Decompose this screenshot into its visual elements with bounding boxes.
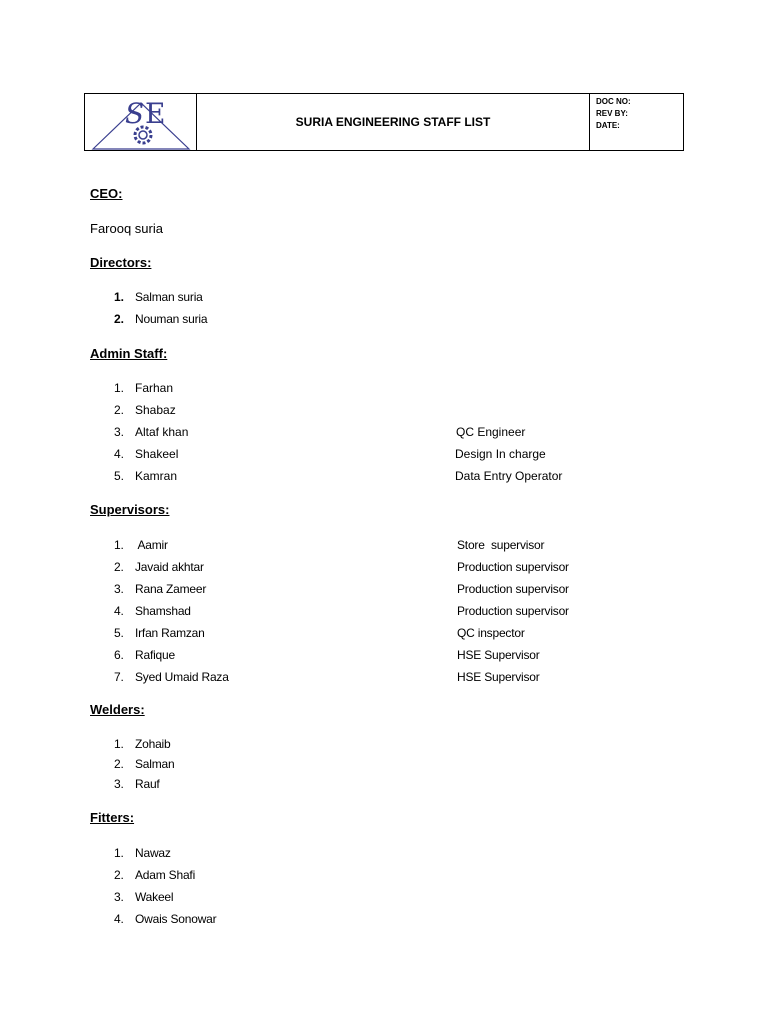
item-number: 1. [114,381,125,395]
item-name: Farhan [135,381,174,395]
item-number: 5. [114,469,125,483]
logo-cell [85,94,197,150]
item-role: QC Engineer [456,425,526,439]
company-logo [89,95,193,151]
item-number: 3. [114,582,124,596]
item-name: Rana Zameer [135,582,207,596]
date-label: DATE: [596,121,620,130]
welders-heading: Welders: [90,702,145,717]
item-number: 5. [114,626,124,640]
item-number: 6. [114,648,124,662]
item-number: 1. [114,737,124,751]
item-name: Rafique [135,648,175,662]
item-name: Syed Umaid Raza [135,670,229,684]
item-number: 3. [114,777,124,791]
document-meta [590,94,683,150]
item-number: 7. [114,670,124,684]
item-role: Production supervisor [457,560,569,574]
item-name: Salman suria [135,290,203,304]
directors-heading: Directors: [90,255,152,270]
item-name: Zohaib [135,737,171,751]
item-number: 1. [114,290,125,304]
item-name: Shakeel [135,447,179,461]
svg-text:S: S [125,97,145,130]
item-number: 4. [114,912,124,926]
admin-heading: Admin Staff: [90,346,168,361]
svg-text:E: E [145,97,166,130]
item-role: Design In charge [455,447,546,461]
item-name: Adam Shafi [135,868,196,882]
item-name: Altaf khan [135,425,189,439]
item-number: 3. [114,890,124,904]
item-role: HSE Supervisor [457,670,540,684]
item-role: Data Entry Operator [455,469,563,483]
fitters-heading: Fitters: [90,810,135,825]
item-role: Store supervisor [457,538,545,552]
item-number: 2. [114,757,124,771]
item-name: Shamshad [135,604,191,618]
item-name: Shabaz [135,403,176,417]
doc-no-label: DOC NO: [596,97,631,106]
item-name: Rauf [135,777,160,791]
supervisors-heading: Supervisors: [90,502,170,517]
item-role: Production supervisor [457,582,569,596]
item-number: 2. [114,403,125,417]
item-name: Kamran [135,469,178,483]
item-name: Nouman suria [135,312,208,326]
item-number: 2. [114,312,125,326]
item-name: Wakeel [135,890,174,904]
item-name: Nawaz [135,846,171,860]
document-header [84,93,684,151]
item-number: 2. [114,868,124,882]
item-name: Javaid akhtar [135,560,204,574]
item-number: 4. [114,604,124,618]
item-number: 1. [114,538,124,552]
item-number: 1. [114,846,124,860]
item-number: 4. [114,447,125,461]
document-title: SURIA ENGINEERING STAFF LIST [197,94,590,150]
rev-by-label: REV BY: [596,109,628,118]
item-role: HSE Supervisor [457,648,540,662]
item-role: QC inspector [457,626,525,640]
item-name: Aamir [135,538,168,552]
ceo-name: Farooq suria [90,221,163,236]
ceo-heading: CEO: [90,186,123,201]
item-role: Production supervisor [457,604,569,618]
item-name: Owais Sonowar [135,912,217,926]
item-name: Irfan Ramzan [135,626,205,640]
item-number: 2. [114,560,124,574]
item-number: 3. [114,425,125,439]
item-name: Salman [135,757,175,771]
